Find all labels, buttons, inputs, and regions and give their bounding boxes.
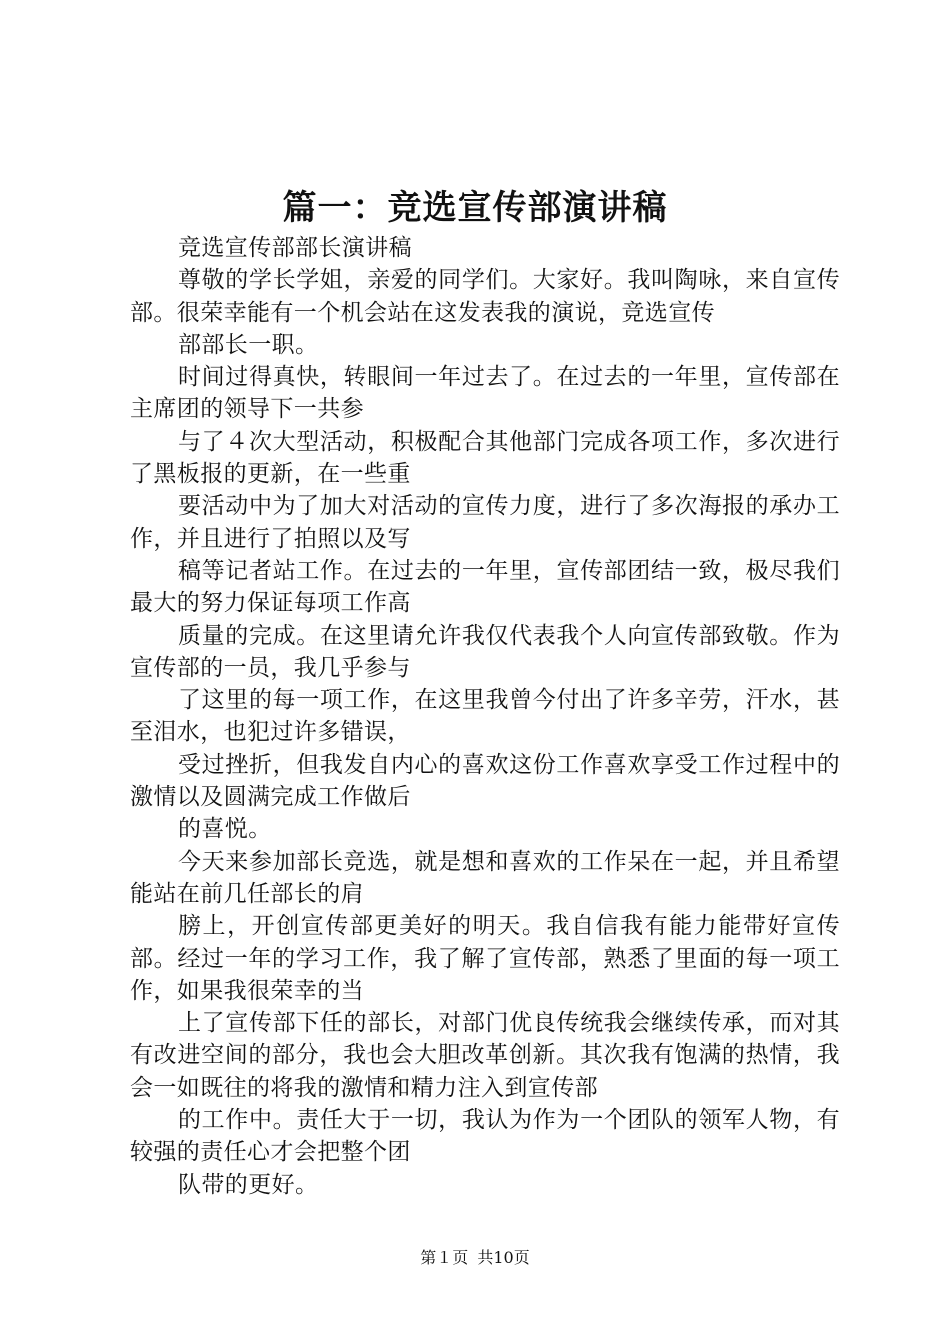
- document-body: [130, 232, 840, 1201]
- paragraph: 队带的更好。: [178, 1171, 319, 1198]
- paragraph: 受过挫折，但我发自内心的喜欢这份工作喜欢享受工作过程中的激情以及圆满完成工作做后: [130, 751, 840, 811]
- page-footer: [0, 1247, 950, 1269]
- paragraph: 时间过得真快，转眼间一年过去了。在过去的一年里，宣传部在主席团的领导下一共参: [130, 364, 840, 423]
- paragraph: 与了４次大型活动，积极配合其他部门完成各项工作，多次进行了黑板报的更新，在一些重: [130, 428, 840, 488]
- document-title: 篇一：竞选宣传部演讲稿: [282, 188, 668, 228]
- page-number: 第１页: [420, 1248, 469, 1267]
- paragraph: 今天来参加部长竞选，就是想和喜欢的工作呆在一起，并且希望能站在前几任部长的肩: [130, 848, 840, 907]
- paragraph: 质量的完成。在这里请允许我仅代表我个人向宣传部致敬。作为宣传部的一员，我几乎参与: [130, 622, 840, 681]
- paragraph: 上了宣传部下任的部长，对部门优良传统我会继续传承，而对其有改进空间的部分，我也会大胆改革创新。其次我有饱满的热情，我会一如既往的将我的激情和精力注入到宣传部: [130, 1010, 840, 1101]
- paragraph: 膀上，开创宣传部更美好的明天。我自信我有能力能带好宣传部。经过一年的学习工作，我了解了宣传部，熟悉了里面的每一项工作，如果我很荣幸的当: [130, 913, 840, 1004]
- page-total: 共10页: [477, 1248, 530, 1267]
- paragraph: 要活动中为了加大对活动的宣传力度，进行了多次海报的承办工作，并且进行了拍照以及写: [130, 493, 840, 552]
- paragraph: 部部长一职。: [178, 331, 319, 358]
- paragraph: 尊敬的学长学姐，亲爱的同学们。大家好。我叫陶咏，来自宣传部。很荣幸能有一个机会站在这发表我的演说，竞选宣传: [130, 267, 840, 326]
- paragraph: 竞选宣传部部长演讲稿: [178, 235, 412, 261]
- paragraph: 稿等记者站工作。在过去的一年里，宣传部团结一致，极尽我们最大的努力保证每项工作高: [130, 557, 840, 617]
- paragraph: 的工作中。责任大于一切，我认为作为一个团队的领军人物，有较强的责任心才会把整个团: [130, 1107, 840, 1166]
- paragraph: 的喜悦。: [178, 816, 272, 843]
- paragraph: 了这里的每一项工作，在这里我曾今付出了许多辛劳，汗水，甚至泪水，也犯过许多错误，: [130, 687, 840, 746]
